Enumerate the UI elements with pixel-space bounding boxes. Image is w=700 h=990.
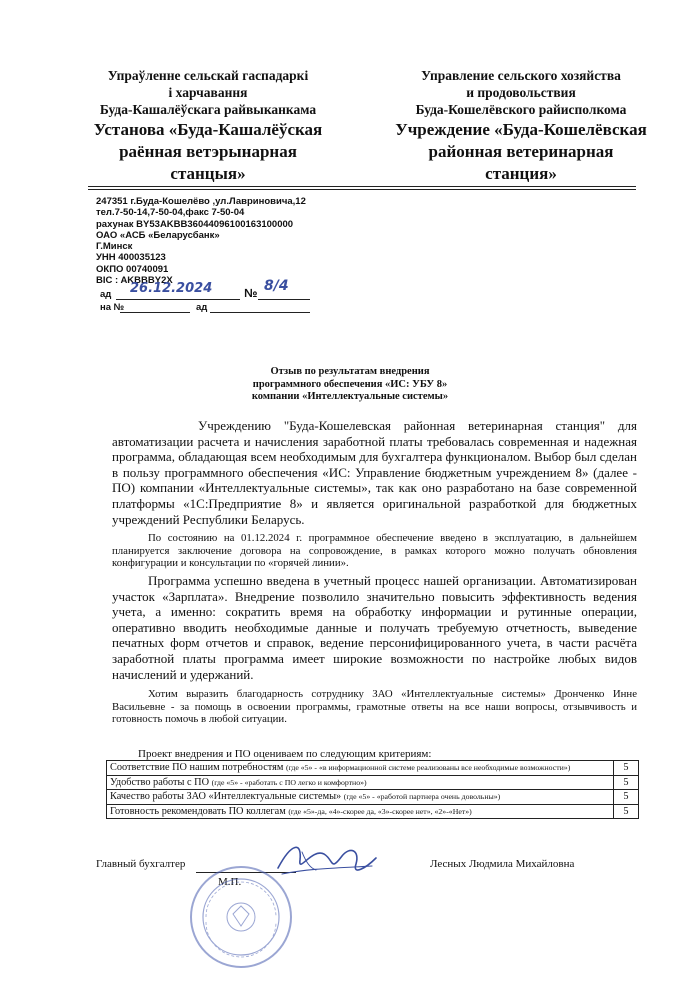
criteria-score: 5: [614, 775, 639, 790]
paragraph-1: Учреждению "Буда-Кошелевская районная ветеринарная станция" для автоматизации расчета и начисления заработной платы требовалась современная и надежная программа, обладающая всем необходимым для бухгалтера функционалом. Выбор был сделан в пользу программного обеспечения «ИС: Управление бюджетным учреждением 8» (далее - ПО) компании «Интеллектуальные системы», так как оно разработано на базе современной платформы «1С:Предприятие 8» и является оригинальной разработкой для бюджетных учреждений Республики Беларусь.: [112, 418, 637, 527]
number-prefix: №: [244, 286, 258, 300]
on-date-label: ад: [196, 302, 208, 313]
criteria-cell: [107, 790, 614, 805]
criteria-note: (где «5» - «в информационной системе реализованы все необходимые возможности»): [285, 763, 571, 772]
criteria-label: Удобство работы с ПО: [110, 776, 210, 788]
criteria-label: Готовность рекомендовать ПО коллегам: [110, 805, 286, 817]
criteria-intro: Проект внедрения и ПО оцениваем по следующим критериям:: [138, 748, 432, 760]
header-left-line6: станцыя»: [170, 163, 246, 183]
address-line: 247351 г.Буда-Кошелёво ,ул.Лавриновича,12: [96, 196, 306, 207]
header-right-line2: и продовольствия: [466, 84, 576, 100]
address-line: УНН 400035123: [96, 252, 166, 264]
number-handwritten: 8/4: [264, 278, 289, 294]
title-line3: компании «Интеллектуальные системы»: [251, 391, 449, 402]
criteria-score: 5: [614, 790, 639, 805]
criteria-cell: [107, 761, 614, 776]
title-line1: Отзыв по результатам внедрения: [270, 366, 430, 377]
paragraph-4: Хотим выразить благодарность сотруднику ЗАО «Интеллектуальные системы» Дронченко Инне Васильевне - за помощь в освоении программы, грамотные ответы на все наши вопросы, отзывчивость и готовность помочь в любой ситуации.: [112, 688, 637, 726]
header-right-line5: районная ветеринарная: [428, 141, 614, 161]
address-line: BIC : AKBBBY2X: [96, 275, 173, 287]
on-date-underline: [210, 312, 310, 313]
address-line: рахунак BY53AKBB36044096100163100000: [96, 218, 294, 230]
signature-role: Главный бухгалтер: [96, 858, 186, 870]
criteria-cell: [107, 804, 614, 819]
header-left: [62, 68, 354, 185]
number-underline: [258, 299, 310, 300]
on-number-row: [100, 302, 310, 316]
criteria-label: Качество работы ЗАО «Интеллектуальные системы»: [110, 791, 342, 802]
criteria-note: (где «5» - «работать с ПО легко и комфортно»): [211, 777, 367, 787]
header-right: [376, 68, 666, 185]
date-underline: [116, 299, 240, 300]
stamp-label: М.П.: [218, 876, 242, 888]
criteria-note: (где «5»-да, «4»-скорее да, «3»-скорее нет», «2»-«Нет»): [288, 806, 472, 816]
signer-name: Лесных Людмила Михайловна: [430, 858, 575, 870]
criteria-table: [106, 760, 639, 819]
on-number-label: на №: [100, 302, 125, 313]
document-title: [200, 366, 500, 404]
criteria-note: (где «5» - «работой партнера очень довольны»): [343, 792, 501, 801]
address-block: [96, 196, 306, 286]
criteria-row: [107, 761, 639, 776]
paragraph-3: Программа успешно введена в учетный процесс нашей организации. Автоматизирован участок «Зарплата». Внедрение позволило значительно повысить эффективность ведения учета, а именно: сократить время на обработку информации и рутинные операции, оперативно вводить необходимые данные и получать требуемую отчетность, выведение печатных форм отчетов и справок, ведение персонифицированного учета, в части расчёта заработной платы программа имеет широкие возможности по настройке любых видов начислений и удержаний.: [112, 573, 637, 682]
on-number-underline: [120, 312, 190, 313]
address-line: Г.Минск: [96, 241, 133, 253]
header-right-line1: Управление сельского хозяйства: [421, 68, 621, 83]
criteria-score: 5: [614, 804, 639, 819]
criteria-row: [107, 804, 639, 819]
header-left-line5: раённая ветэрынарная: [119, 141, 297, 161]
criteria-cell: [107, 775, 614, 790]
header-left-line3: Буда-Кашалёўскага райвыканкама: [99, 101, 317, 117]
handwritten-signature: [272, 838, 382, 888]
criteria-label: Соответствие ПО нашим потребностям: [110, 762, 284, 773]
criteria-row: [107, 790, 639, 805]
header-left-line2: і харчавання: [168, 84, 248, 100]
header-right-line4: Учреждение «Буда-Кошелёвская: [395, 119, 647, 139]
date-handwritten: 26.12.2024: [130, 281, 213, 296]
criteria-score: 5: [614, 761, 639, 776]
header-left-line1: Упраўленне сельскай гаспадаркі: [107, 68, 309, 83]
paragraph-2: По состоянию на 01.12.2024 г. программное обеспечение введено в эксплуатацию, в дальнейшем планируется заключение договора на сопровождение, в рамках которого можно получать обновления конфигурации и консультации по «горячей линии».: [112, 532, 637, 570]
title-line2: программного обеспечения «ИС: УБУ 8»: [252, 378, 448, 390]
header-right-line6: станция»: [485, 163, 557, 183]
date-prefix: ад: [100, 289, 112, 300]
header-divider-thin: [88, 189, 636, 190]
address-line: тел.7-50-14,7-50-04,факс 7-50-04: [96, 207, 245, 219]
header-divider: [88, 186, 636, 187]
criteria-row: [107, 775, 639, 790]
header-right-line3: Буда-Кошелёвского райисполкома: [415, 101, 627, 117]
address-line: ОКПО 00740091: [96, 263, 169, 275]
header-left-line4: Установа «Буда-Кашалёўская: [93, 119, 323, 139]
address-line: ОАО «АСБ «Беларусбанк»: [96, 229, 220, 241]
